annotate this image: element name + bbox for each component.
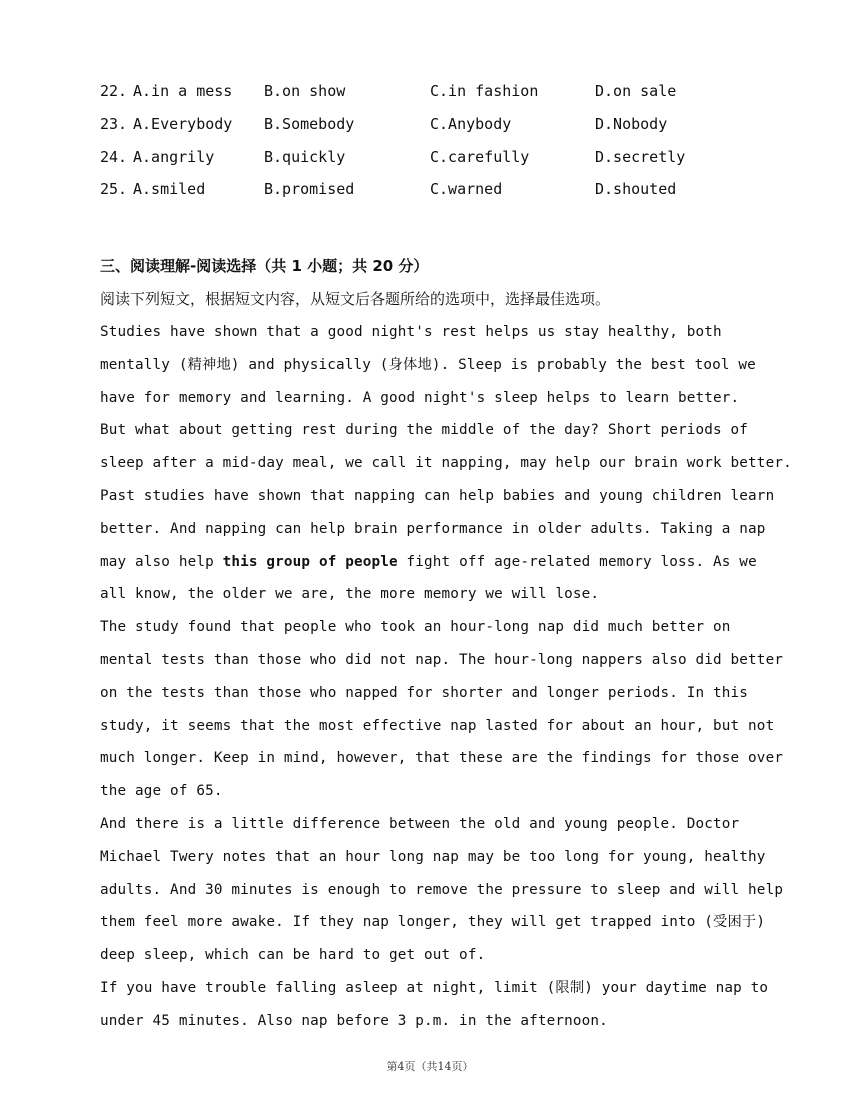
passage-line: better. And napping can help brain performance in older adults. Taking a nap — [100, 520, 766, 537]
option-b: B.quickly — [264, 147, 346, 166]
question-number: 22. — [100, 82, 128, 100]
passage-line: The study found that people who took an hour-long nap did much better on — [100, 619, 731, 636]
question-row — [100, 177, 800, 210]
question-number: 23. — [100, 114, 128, 133]
passage-text: fight off age-related memory loss. As we — [397, 553, 757, 570]
passage-line: deep sleep, which can be hard to get out of. — [100, 947, 486, 964]
question-number: 24. — [100, 147, 128, 166]
answer-options — [100, 79, 800, 210]
passage-line: all know, the older we are, the more memory we will lose. — [100, 586, 600, 603]
passage-line — [100, 550, 770, 583]
passage-line: much longer. Keep in mind, however, that these are the findings for those over — [100, 750, 784, 767]
option-a: A.Everybody — [133, 114, 233, 133]
passage-line: If you have trouble falling asleep at night, limit (限制) your daytime nap to — [100, 979, 769, 996]
passage-line: Studies have shown that a good night's rest helps us stay healthy, both — [100, 324, 722, 340]
passage-line: on the tests than those who napped for shorter and longer periods. In this — [100, 684, 749, 701]
option-a: A.smiled — [133, 180, 206, 199]
passage-line: Past studies have shown that napping can help babies and young children learn — [100, 487, 775, 504]
passage-line: And there is a little difference between the old and young people. Doctor — [100, 815, 740, 832]
question-row — [100, 145, 800, 178]
passage-text: may also help — [100, 553, 223, 570]
passage-line: have for memory and learning. A good night's sleep helps to learn better. — [100, 389, 740, 406]
option-c: C.carefully — [430, 147, 530, 166]
option-d: D.shouted — [595, 180, 677, 199]
option-a: A.in a mess — [133, 82, 233, 100]
option-a: A.angrily — [133, 147, 215, 166]
option-b: B.promised — [264, 180, 355, 199]
passage-line: adults. And 30 minutes is enough to remove the pressure to sleep and will help — [100, 881, 784, 898]
option-c: C.in fashion — [430, 82, 539, 100]
reading-passage — [100, 320, 792, 1042]
page-footer: 第4页（共14页） — [386, 1060, 474, 1073]
question-number: 25. — [100, 180, 128, 199]
option-c: C.warned — [430, 180, 503, 199]
passage-line: mentally (精神地) and physically (身体地). Sleep is probably the best tool we — [100, 356, 756, 373]
passage-line: study, it seems that the most effective nap lasted for about an hour, but not — [100, 717, 775, 734]
question-row — [100, 112, 800, 145]
section-instruction: 阅读下列短文，根据短文内容，从短文后各题所给的选项中，选择最佳选项。 — [100, 290, 611, 308]
passage-line: But what about getting rest during the middle of the day? Short periods of — [100, 422, 749, 439]
passage-line: the age of 65. — [100, 783, 223, 800]
option-d: D.on sale — [595, 82, 677, 100]
section-title: 三、阅读理解-阅读选择（共 1 小题；共 20 分） — [100, 257, 429, 275]
option-b: B.Somebody — [264, 114, 355, 133]
option-d: D.secretly — [595, 147, 686, 166]
passage-line: under 45 minutes. Also nap before 3 p.m. in the afternoon. — [100, 1012, 608, 1029]
passage-line: them feel more awake. If they nap longer, they will get trapped into (受困于) — [100, 914, 766, 931]
highlighted-phrase: this group of people — [222, 553, 398, 570]
passage-line: sleep after a mid-day meal, we call it napping, may help our brain work better. — [100, 455, 792, 472]
option-c: C.Anybody — [430, 114, 512, 133]
option-d: D.Nobody — [595, 114, 668, 133]
option-b: B.on show — [264, 82, 346, 100]
passage-line: Michael Twery notes that an hour long nap may be too long for young, healthy — [100, 848, 766, 865]
passage-line: mental tests than those who did not nap. The hour-long nappers also did better — [100, 651, 784, 668]
question-row — [100, 79, 800, 112]
